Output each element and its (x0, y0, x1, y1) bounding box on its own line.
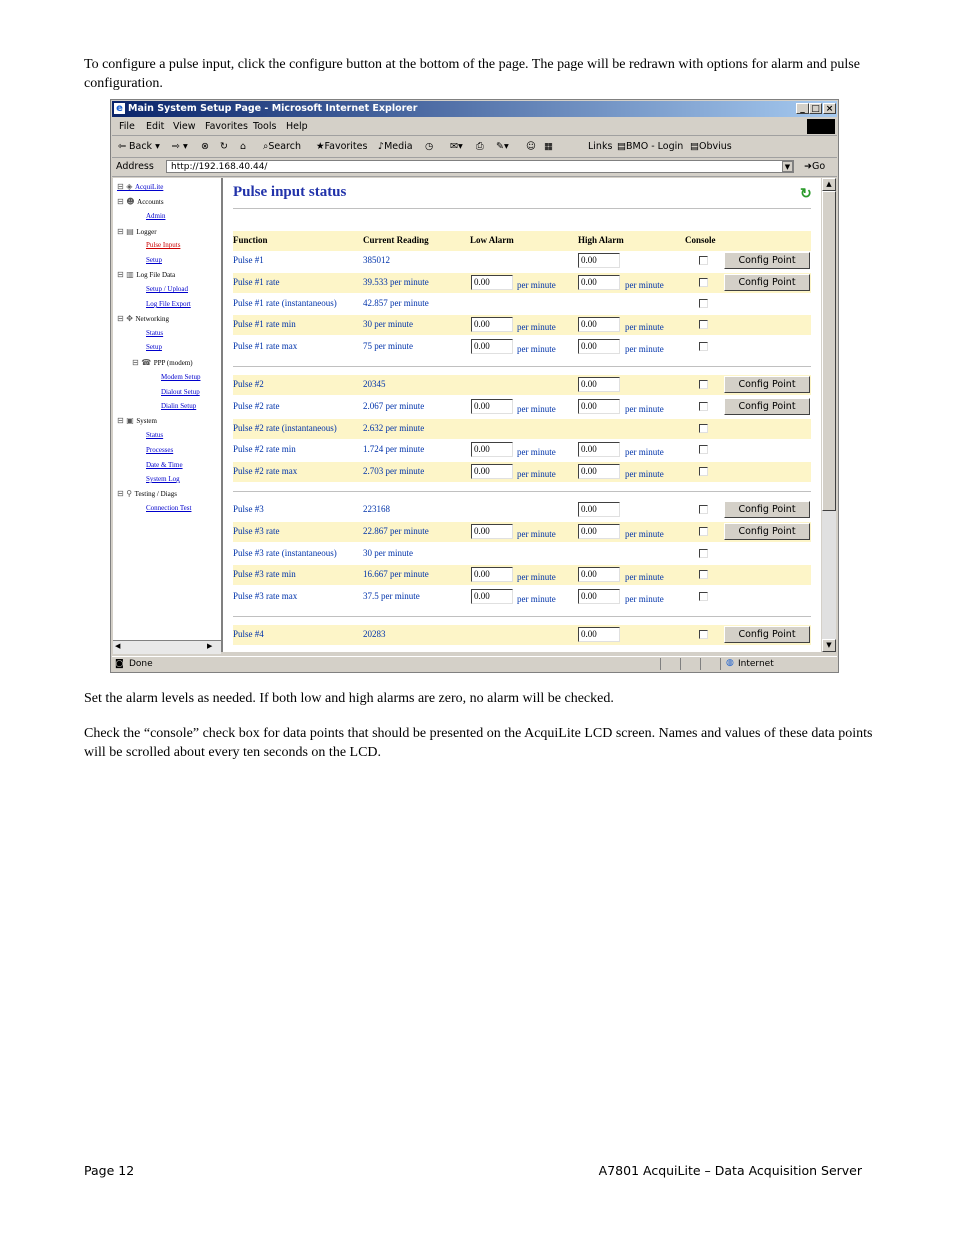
tree-folder-icon[interactable]: ⊟ ▣ (117, 416, 137, 425)
console-checkbox[interactable] (699, 278, 708, 287)
forward-button[interactable]: ⇨ ▾ (172, 141, 188, 152)
high-alarm-input[interactable]: 0.00 (578, 627, 620, 642)
table-row (233, 587, 811, 607)
function-cell: Pulse #2 (233, 379, 264, 389)
tree-item-label: Accounts (137, 198, 164, 206)
config-point-button[interactable]: Config Point (724, 523, 810, 540)
scroll-left-icon[interactable]: ◀ (115, 642, 121, 650)
high-alarm-input[interactable]: 0.00 (578, 317, 620, 332)
low-alarm-input[interactable]: 0.00 (471, 339, 513, 354)
console-checkbox[interactable] (699, 570, 708, 579)
tree-item[interactable] (146, 446, 173, 454)
low-alarm-unit: per minute (517, 447, 556, 457)
function-cell: Pulse #3 rate max (233, 591, 298, 601)
status-divider (700, 658, 701, 670)
favorites-button[interactable]: ★Favorites (316, 141, 368, 152)
reading-cell: 223168 (363, 504, 390, 514)
high-alarm-input[interactable]: 0.00 (578, 275, 620, 290)
low-alarm-input[interactable]: 0.00 (471, 317, 513, 332)
console-checkbox[interactable] (699, 527, 708, 536)
title-bar[interactable] (112, 101, 837, 117)
refresh-icon[interactable]: ↻ (220, 141, 228, 152)
high-alarm-unit: per minute (625, 404, 664, 414)
menu-favorites[interactable]: Favorites (205, 121, 248, 132)
high-alarm-input[interactable]: 0.00 (578, 464, 620, 479)
high-alarm-input[interactable]: 0.00 (578, 253, 620, 268)
high-alarm-unit: per minute (625, 447, 664, 457)
console-checkbox[interactable] (699, 445, 708, 454)
low-alarm-input[interactable]: 0.00 (471, 567, 513, 582)
high-alarm-unit: per minute (625, 322, 664, 332)
menu-view[interactable]: View (173, 121, 196, 132)
footer-document-title: A7801 AcquiLite – Data Acquisition Server (598, 1163, 862, 1178)
high-alarm-input[interactable]: 0.00 (578, 524, 620, 539)
table-row (233, 315, 811, 335)
tree-item (117, 489, 177, 498)
reading-cell: 385012 (363, 255, 390, 265)
tree-horizontal-scrollbar[interactable] (113, 640, 221, 654)
tree-folder-icon[interactable]: ⊟ ▤ (117, 227, 137, 236)
close-button[interactable]: × (823, 103, 836, 114)
console-checkbox[interactable] (699, 380, 708, 389)
console-checkbox[interactable] (699, 505, 708, 514)
low-alarm-input[interactable]: 0.00 (471, 589, 513, 604)
menu-edit[interactable]: Edit (146, 121, 165, 132)
low-alarm-unit: per minute (517, 572, 556, 582)
high-alarm-input[interactable]: 0.00 (578, 442, 620, 457)
tree-item-label[interactable]: Setup (146, 343, 162, 351)
reading-cell: 30 per minute (363, 319, 413, 329)
ie-icon: e (114, 103, 125, 114)
function-cell: Pulse #2 rate max (233, 466, 298, 476)
maximize-button[interactable]: □ (809, 103, 822, 114)
table-row (233, 273, 811, 293)
config-point-button[interactable]: Config Point (724, 501, 810, 518)
back-arrow-icon: ⇦ (118, 141, 129, 152)
high-alarm-input[interactable]: 0.00 (578, 502, 620, 517)
high-alarm-input[interactable]: 0.00 (578, 589, 620, 604)
tree-item-label: Log File Data (136, 271, 176, 279)
zone-text: Internet (738, 659, 774, 669)
function-cell: Pulse #1 rate (instantaneous) (233, 298, 337, 308)
page-icon: ▤ (617, 141, 626, 152)
home-icon[interactable]: ⌂ (240, 141, 247, 152)
status-text: Done (129, 659, 153, 669)
function-cell: Pulse #1 rate min (233, 319, 296, 329)
function-cell: Pulse #3 rate (instantaneous) (233, 548, 337, 558)
status-divider (720, 658, 721, 670)
tree-item[interactable] (117, 182, 163, 191)
address-input[interactable]: http://192.168.40.44/ (166, 160, 794, 173)
scroll-thumb[interactable] (822, 191, 836, 511)
table-row (233, 522, 811, 542)
console-checkbox[interactable] (699, 256, 708, 265)
tree-item-label: Networking (135, 315, 169, 323)
table-row (233, 565, 811, 585)
low-alarm-unit: per minute (517, 469, 556, 479)
minimize-button[interactable]: _ (796, 103, 809, 114)
table-row (233, 500, 811, 520)
console-checkbox[interactable] (699, 549, 708, 558)
header-function: Function (233, 235, 268, 245)
menu-help[interactable]: Help (286, 121, 308, 132)
links-label: Links (588, 141, 613, 152)
low-alarm-unit: per minute (517, 322, 556, 332)
reading-cell: 22.867 per minute (363, 526, 429, 536)
function-cell: Pulse #3 (233, 504, 264, 514)
window-title: Main System Setup Page - Microsoft Internet Explorer (128, 103, 418, 114)
edit-icon[interactable]: ✎▾ (496, 141, 509, 152)
reading-cell: 30 per minute (363, 548, 413, 558)
high-alarm-unit: per minute (625, 594, 664, 604)
tree-folder-icon[interactable]: ⊟ ☎ (132, 358, 154, 367)
tree-item[interactable] (146, 256, 162, 264)
config-point-button[interactable]: Config Point (724, 252, 810, 269)
tree-item[interactable] (146, 212, 165, 220)
tree-item[interactable] (146, 343, 162, 351)
history-icon[interactable]: ◷ (425, 141, 434, 152)
tree-item-label[interactable]: Date & Time (146, 461, 183, 469)
function-cell: Pulse #2 rate (233, 401, 280, 411)
low-alarm-unit: per minute (517, 594, 556, 604)
footer-page-number: Page 12 (84, 1163, 135, 1178)
function-cell: Pulse #4 (233, 629, 264, 639)
high-alarm-unit: per minute (625, 469, 664, 479)
browser-window (110, 99, 839, 673)
menu-bar (112, 118, 837, 136)
status-bar (112, 656, 837, 672)
address-bar (112, 158, 837, 177)
low-alarm-input[interactable]: 0.00 (471, 464, 513, 479)
link-obvius[interactable]: ▤Obvius (690, 141, 732, 152)
table-row (233, 440, 811, 460)
tree-item (132, 358, 193, 367)
reading-cell: 37.5 per minute (363, 591, 420, 601)
table-row (233, 544, 811, 564)
reading-cell: 39.533 per minute (363, 277, 429, 287)
tree-item-label: Logger (136, 228, 157, 236)
tree-folder-icon[interactable]: ⊟ ◈ (117, 182, 135, 191)
high-alarm-input[interactable]: 0.00 (578, 377, 620, 392)
tree-item-label[interactable]: Dialout Setup (161, 388, 200, 396)
low-alarm-input[interactable]: 0.00 (471, 524, 513, 539)
tree-item[interactable] (161, 373, 200, 381)
group-divider (233, 616, 811, 617)
alarm-paragraph: Set the alarm levels as needed. If both low and high alarms are zero, no alarm will be checked. (84, 691, 614, 706)
group-divider (233, 491, 811, 492)
header-current-reading: Current Reading (363, 235, 429, 245)
menu-tools[interactable]: Tools (253, 121, 277, 132)
tree-item[interactable] (146, 475, 180, 483)
tree-item-label[interactable]: Admin (146, 212, 166, 220)
refresh-icon[interactable]: ↻ (800, 187, 812, 202)
table-row (233, 462, 811, 482)
tree-item[interactable] (146, 461, 183, 469)
tree-item-label[interactable]: System Log (146, 475, 180, 483)
tree-item-label[interactable]: Pulse Inputs (146, 241, 181, 249)
tree-item-label[interactable]: Log File Export (146, 300, 191, 308)
media-icon: ♪ (378, 141, 385, 152)
reading-cell: 1.724 per minute (363, 444, 425, 454)
reading-cell: 75 per minute (363, 341, 413, 351)
function-cell: Pulse #3 rate (233, 526, 280, 536)
tree-folder-icon[interactable]: ⊟ ▥ (117, 270, 137, 279)
reading-cell: 2.067 per minute (363, 401, 425, 411)
low-alarm-unit: per minute (517, 344, 556, 354)
favorites-icon: ★ (316, 141, 325, 152)
tree-item (117, 227, 157, 236)
messenger-icon[interactable]: ☺ (526, 141, 536, 152)
tree-item-label: Testing / Diags (134, 490, 177, 498)
stop-icon[interactable]: ⊗ (201, 141, 209, 152)
header-low-alarm: Low Alarm (470, 235, 514, 245)
navigation-tree (113, 178, 223, 652)
menu-file[interactable]: File (119, 121, 135, 132)
group-divider (233, 366, 811, 367)
vertical-scrollbar[interactable] (822, 178, 836, 652)
table-row (233, 397, 811, 417)
tree-item-label[interactable]: Status (146, 431, 164, 439)
console-paragraph: Check the “console” check box for data points that should be presented on the AcquiLite LCD screen. Names and values of these data points will be scrolled about every ten seconds on the LCD. (84, 726, 873, 760)
high-alarm-unit: per minute (625, 529, 664, 539)
high-alarm-unit: per minute (625, 280, 664, 290)
function-cell: Pulse #1 rate (233, 277, 280, 287)
heading-divider (233, 208, 811, 209)
table-row (233, 625, 811, 645)
tree-item[interactable] (161, 402, 196, 410)
tree-item-label: System (136, 417, 157, 425)
low-alarm-input[interactable]: 0.00 (471, 399, 513, 414)
status-divider (680, 658, 681, 670)
scroll-up-icon[interactable]: ▲ (822, 178, 836, 191)
tree-item-label[interactable]: Dialin Setup (161, 402, 197, 410)
console-checkbox[interactable] (699, 467, 708, 476)
table-row (233, 294, 811, 314)
header-console: Console (685, 235, 716, 245)
page-icon: ▤ (690, 141, 699, 152)
scroll-right-icon[interactable]: ▶ (207, 642, 213, 650)
table-row (233, 419, 811, 439)
internet-globe-icon: ◍ (726, 658, 734, 668)
tree-item[interactable] (146, 329, 163, 337)
status-divider (660, 658, 661, 670)
reading-cell: 42.857 per minute (363, 298, 429, 308)
tree-item-label: PPP (modem) (153, 359, 193, 367)
address-dropdown-button[interactable]: ▼ (782, 161, 793, 172)
tree-item[interactable] (161, 388, 200, 396)
main-content (223, 178, 821, 652)
toolbar (112, 137, 837, 158)
research-icon[interactable]: ▦ (544, 141, 553, 152)
intro-paragraph: To configure a pulse input, click the configure button at the bottom of the page. The page will be redrawn with options for alarm and pulse configuration. (84, 57, 860, 91)
go-arrow-icon: ➜ (804, 161, 812, 172)
high-alarm-input[interactable]: 0.00 (578, 567, 620, 582)
console-checkbox[interactable] (699, 299, 708, 308)
table-row (233, 375, 811, 395)
tree-item-label[interactable]: Status (146, 329, 164, 337)
tree-folder-icon[interactable]: ⊟ ⚲ (117, 489, 135, 498)
media-button[interactable]: ♪Media (378, 141, 413, 152)
back-button[interactable]: ⇦ Back ▾ (118, 141, 160, 152)
tree-item-label[interactable]: Setup (146, 256, 162, 264)
config-point-button[interactable]: Config Point (724, 274, 810, 291)
console-checkbox[interactable] (699, 424, 708, 433)
function-cell: Pulse #1 (233, 255, 264, 265)
console-checkbox[interactable] (699, 320, 708, 329)
tree-item-label[interactable]: Modem Setup (161, 373, 201, 381)
console-checkbox[interactable] (699, 592, 708, 601)
low-alarm-input[interactable]: 0.00 (471, 275, 513, 290)
tree-item[interactable] (146, 504, 191, 512)
tree-item[interactable] (146, 300, 191, 308)
tree-folder-icon[interactable]: ⊟ ☻ (117, 197, 138, 206)
tree-item-label[interactable]: Setup / Upload (146, 285, 188, 293)
print-icon[interactable]: ⎙ (476, 141, 484, 152)
tree-item-label[interactable]: AcquiLite (134, 183, 164, 191)
high-alarm-unit: per minute (625, 344, 664, 354)
tree-item[interactable] (146, 285, 188, 293)
page-done-icon: ◙ (115, 659, 124, 669)
console-checkbox[interactable] (699, 402, 708, 411)
tree-item (117, 416, 157, 425)
header-high-alarm: High Alarm (578, 235, 624, 245)
low-alarm-unit: per minute (517, 280, 556, 290)
reading-cell: 20345 (363, 379, 386, 389)
console-checkbox[interactable] (699, 342, 708, 351)
address-label: Address (116, 161, 154, 172)
reading-cell: 2.632 per minute (363, 423, 425, 433)
scroll-down-icon[interactable]: ▼ (822, 639, 836, 652)
tree-item (117, 197, 164, 206)
table-header-row (233, 231, 811, 251)
function-cell: Pulse #3 rate min (233, 569, 296, 579)
table-row (233, 251, 811, 271)
config-point-button[interactable]: Config Point (724, 376, 810, 393)
go-button[interactable]: ➜Go (804, 161, 826, 172)
reading-cell: 16.667 per minute (363, 569, 429, 579)
function-cell: Pulse #2 rate (instantaneous) (233, 423, 337, 433)
low-alarm-unit: per minute (517, 404, 556, 414)
page-heading: Pulse input status (233, 184, 347, 200)
tree-item[interactable] (146, 431, 163, 439)
tree-folder-icon[interactable]: ⊟ ✥ (117, 314, 136, 323)
search-button[interactable]: ⌕Search (263, 141, 301, 152)
high-alarm-unit: per minute (625, 572, 664, 582)
tree-item-label[interactable]: Connection Test (146, 504, 192, 512)
tree-item (117, 314, 169, 323)
high-alarm-input[interactable]: 0.00 (578, 339, 620, 354)
tree-item (117, 270, 175, 279)
low-alarm-input[interactable]: 0.00 (471, 442, 513, 457)
function-cell: Pulse #1 rate max (233, 341, 298, 351)
table-row (233, 337, 811, 357)
tree-item-label[interactable]: Processes (146, 446, 174, 454)
reading-cell: 2.703 per minute (363, 466, 425, 476)
reading-cell: 20283 (363, 629, 386, 639)
link-bmo-login[interactable]: ▤BMO - Login (617, 141, 684, 152)
windows-logo-icon (807, 119, 835, 134)
search-icon: ⌕ (263, 141, 269, 152)
function-cell: Pulse #2 rate min (233, 444, 296, 454)
low-alarm-unit: per minute (517, 529, 556, 539)
config-point-button[interactable]: Config Point (724, 626, 810, 643)
tree-item[interactable] (146, 241, 180, 249)
console-checkbox[interactable] (699, 630, 708, 639)
config-point-button[interactable]: Config Point (724, 398, 810, 415)
high-alarm-input[interactable]: 0.00 (578, 399, 620, 414)
mail-icon[interactable]: ✉▾ (450, 141, 463, 152)
